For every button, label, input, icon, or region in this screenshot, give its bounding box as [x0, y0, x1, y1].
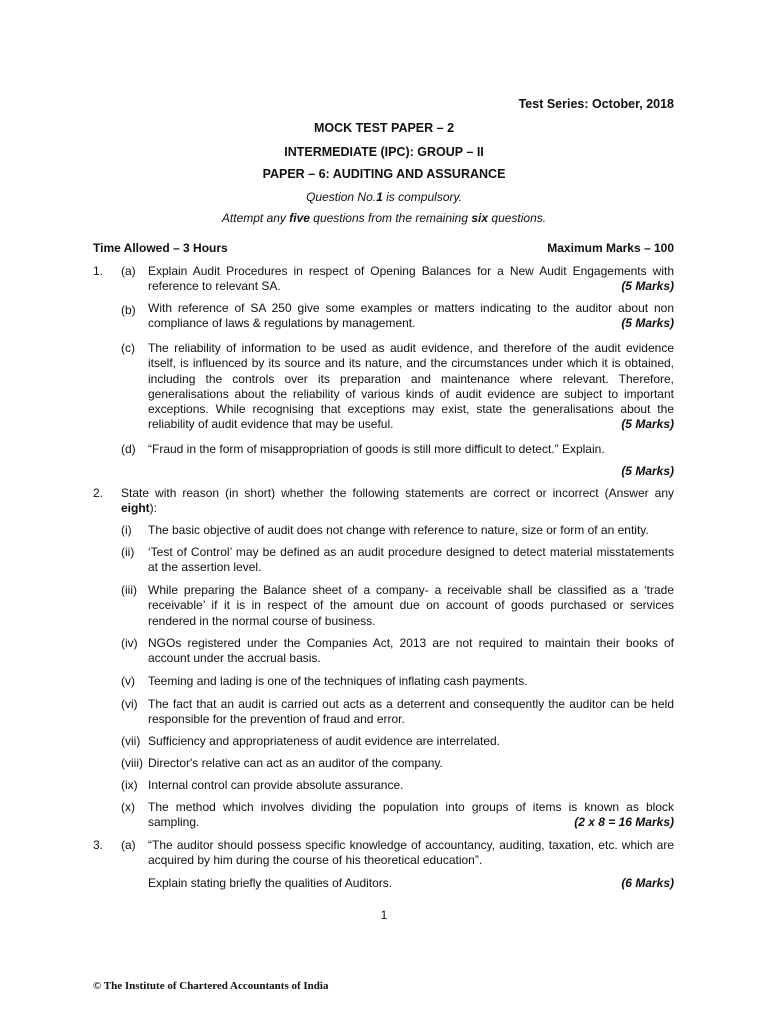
q2-marks: (2 x 8 = 16 Marks)	[574, 815, 674, 830]
q1a-text: Explain Audit Procedures in respect of Opening Balances for a New Audit Engagements with reference to relevant SA. (5 Marks)	[148, 264, 674, 294]
q3a-label: (a)	[121, 838, 136, 852]
q1d-text: “Fraud in the form of misappropriation of goods is still more difficult to detect.” Explain.	[148, 442, 605, 456]
q2-item-label: (ix)	[121, 778, 138, 792]
paper-title: MOCK TEST PAPER – 2	[313, 121, 455, 135]
q1c-marks: (5 Marks)	[621, 417, 674, 432]
q2-item-label: (i)	[121, 523, 132, 537]
q2-item-label: (iv)	[121, 636, 138, 650]
test-series-label: Test Series: October, 2018	[518, 97, 674, 111]
q2-item-text: The fact that an audit is carried out acts as a deterrent and consequently the auditor can be held responsible for the prevention of fraud and error.	[148, 697, 674, 727]
q2-item-label: (vii)	[121, 734, 141, 748]
question-1-number: 1.	[93, 264, 104, 278]
q1b-label: (b)	[121, 303, 136, 317]
copyright-footer: © The Institute of Chartered Accountants of India	[93, 980, 329, 992]
q1a-marks: (5 Marks)	[621, 279, 674, 294]
question-3-number: 3.	[93, 838, 104, 852]
question-2-number: 2.	[93, 486, 104, 500]
q1d-label: (d)	[121, 442, 136, 456]
q2-item-label: (iii)	[121, 583, 137, 597]
q2-item-text: NGOs registered under the Companies Act, 2013 are not required to maintain their books of account under the accrual basis.	[148, 636, 674, 666]
group-title: INTERMEDIATE (IPC): GROUP – II	[284, 145, 484, 159]
q2-item-label: (ii)	[121, 545, 135, 559]
instruction-attempt: Attempt any five questions from the remaining six questions.	[221, 211, 547, 225]
q2-item-text: The basic objective of audit does not change with reference to nature, size or form of an entity.	[148, 523, 649, 537]
maximum-marks: Maximum Marks – 100	[547, 241, 674, 255]
time-allowed: Time Allowed – 3 Hours	[93, 241, 228, 255]
q2-item-text: While preparing the Balance sheet of a company- a receivable shall be classified as a ‘trade receivable’ if it is in respect of the amount due on account of goods purchased or services rendered in the normal course of business.	[148, 583, 674, 628]
q2-item-label: (vi)	[121, 697, 138, 711]
instruction-compulsory: Question No.1 is compulsory.	[306, 190, 462, 204]
q2-intro: State with reason (in short) whether the following statements are correct or incorrect (Answer any eight):	[121, 486, 674, 516]
q2-item-text: Internal control can provide absolute assurance.	[148, 778, 404, 792]
subject-title: PAPER – 6: AUDITING AND ASSURANCE	[262, 167, 506, 181]
q2-item-text: ‘Test of Control’ may be defined as an audit procedure designed to detect material misstatements at the assertion level.	[148, 545, 674, 575]
q2-item-text: The method which involves dividing the population into groups of items is known as block sampling. (2 x 8 = 16 Marks)	[148, 800, 674, 830]
q3a-text: “The auditor should possess specific knowledge of accountancy, auditing, taxation, etc. which are acquired by him during the course of his theoretical education”.	[148, 838, 674, 868]
q2-item-text: Teeming and lading is one of the techniques of inflating cash payments.	[148, 674, 528, 688]
q1d-marks: (5 Marks)	[621, 464, 674, 478]
q1a-label: (a)	[121, 264, 136, 278]
q3a-marks: (6 Marks)	[621, 876, 674, 890]
time-marks-row	[93, 241, 674, 255]
q1b-text: With reference of SA 250 give some examples or matters indicating to the auditor about non compliance of laws & regulations by management. (5 Marks)	[148, 301, 674, 331]
q2-item-label: (x)	[121, 800, 135, 814]
q2-item-label: (v)	[121, 674, 135, 688]
page-number: 1	[380, 908, 388, 922]
q3a-text2: Explain stating briefly the qualities of Auditors. (6 Marks)	[148, 876, 674, 890]
q1c-label: (c)	[121, 341, 135, 355]
q2-item-text: Director's relative can act as an auditor of the company.	[148, 756, 443, 770]
q2-item-text: Sufficiency and appropriateness of audit evidence are interrelated.	[148, 734, 501, 748]
q1b-marks: (5 Marks)	[621, 316, 674, 331]
q2-item-label: (viii)	[121, 756, 143, 770]
q1c-text: The reliability of information to be used as audit evidence, and therefore of the audit evidence itself, is influenced by its source and its nature, and the circumstances under which it is obtained, including the controls over its preparation and maintenance where relevant. Therefore, generalisations about the reliability of various kinds of audit evidence are subject to important exceptions. While recognising that exceptions may exist, state the generalisations about the reliability of audit evidence that may be useful. (5 Marks)	[148, 341, 674, 432]
